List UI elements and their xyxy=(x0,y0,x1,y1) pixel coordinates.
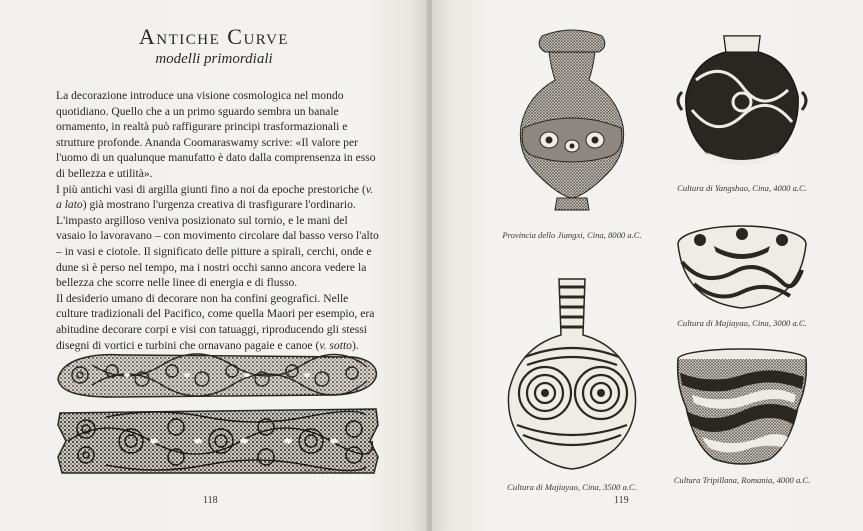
caption-majiayao-bowl: Cultura di Majiayao, Cina, 3000 a.C. xyxy=(677,318,807,328)
caption-tripillana: Cultura Tripillana, Romania, 4000 a.C. xyxy=(673,475,811,485)
engraver-mark: J. PAYNE SCULPT xyxy=(300,470,335,474)
yangshao-jar-illustration xyxy=(672,30,812,170)
paragraph-2-end: ) già mostrano l'urgenza creativa di trasfigurare l'ordinario. L'impasto argilloso veniva posizionato sul tornio, e le mani del vasaio lo lavoravano – con movimento circolare dal basso verso l'alto – in vasi e ciotole. Il significato delle pitture a spirali, cerchi, onde e dune si è perso nel tempo, ma i nostri occhi sanno ancora vedere la bellezza che scorre nelle linee di energia e di flusso. xyxy=(56,198,379,290)
paragraph-2-reference: v. a lato xyxy=(56,182,374,212)
right-page xyxy=(432,0,863,531)
page-number-right: 119 xyxy=(614,495,629,506)
body-text xyxy=(56,88,380,353)
paragraph-2-start: I più antichi vasi di argilla giunti fino a noi da epoche prestoriche ( xyxy=(56,182,366,196)
tripillana-vessel-illustration xyxy=(672,345,812,470)
caption-majiayao-jar: Cultura di Majiayao, Cina, 3500 a.C. xyxy=(507,482,637,492)
paragraph-3-end: ). xyxy=(351,338,359,352)
paragraph-1: La decorazione introduce una visione cosmologica nel mondo quotidiano. Quello che a un primo sguardo sembra un banale ornamento, in realtà può raffigurare principi trasformazionali e strutture profonde. Ananda Coomaraswamy scrive: «Il valore per l'uomo di un qualunque manufatto è dato dalla comprensenza in esso di bellezza e utilità». xyxy=(56,89,376,180)
paragraph-3-start: Il desiderio umano di decorare non ha confini geografici. Nelle culture tradizionali del Pacifico, come quella Maori per esempio, era abitudine decorare corpi e visi con tatuaggi, riproducendo gli stessi disegni di vortici e turbini che ornavano pagaie e canoe ( xyxy=(56,291,375,352)
page-number-left: 118 xyxy=(203,495,218,506)
maori-carving-lower xyxy=(56,405,382,477)
paragraph-3-reference: v. sotto xyxy=(319,338,352,352)
majiayao-jar-illustration xyxy=(497,275,647,475)
caption-jiangxi: Provincia dello Jiangxi, Cina, 8000 a.C. xyxy=(502,230,642,240)
paragraph-3 xyxy=(56,291,380,353)
maori-carving-upper xyxy=(52,345,382,405)
left-page xyxy=(0,0,428,531)
jiangxi-vase-illustration xyxy=(507,28,637,218)
page-title: Antiche Curve xyxy=(138,24,290,49)
caption-yangshao: Cultura di Yangshao, Cina, 4000 a.C. xyxy=(677,183,807,193)
page-subtitle: modelli primordiali xyxy=(155,51,273,67)
majiayao-bowl-illustration xyxy=(674,222,810,312)
paragraph-2 xyxy=(56,182,380,291)
